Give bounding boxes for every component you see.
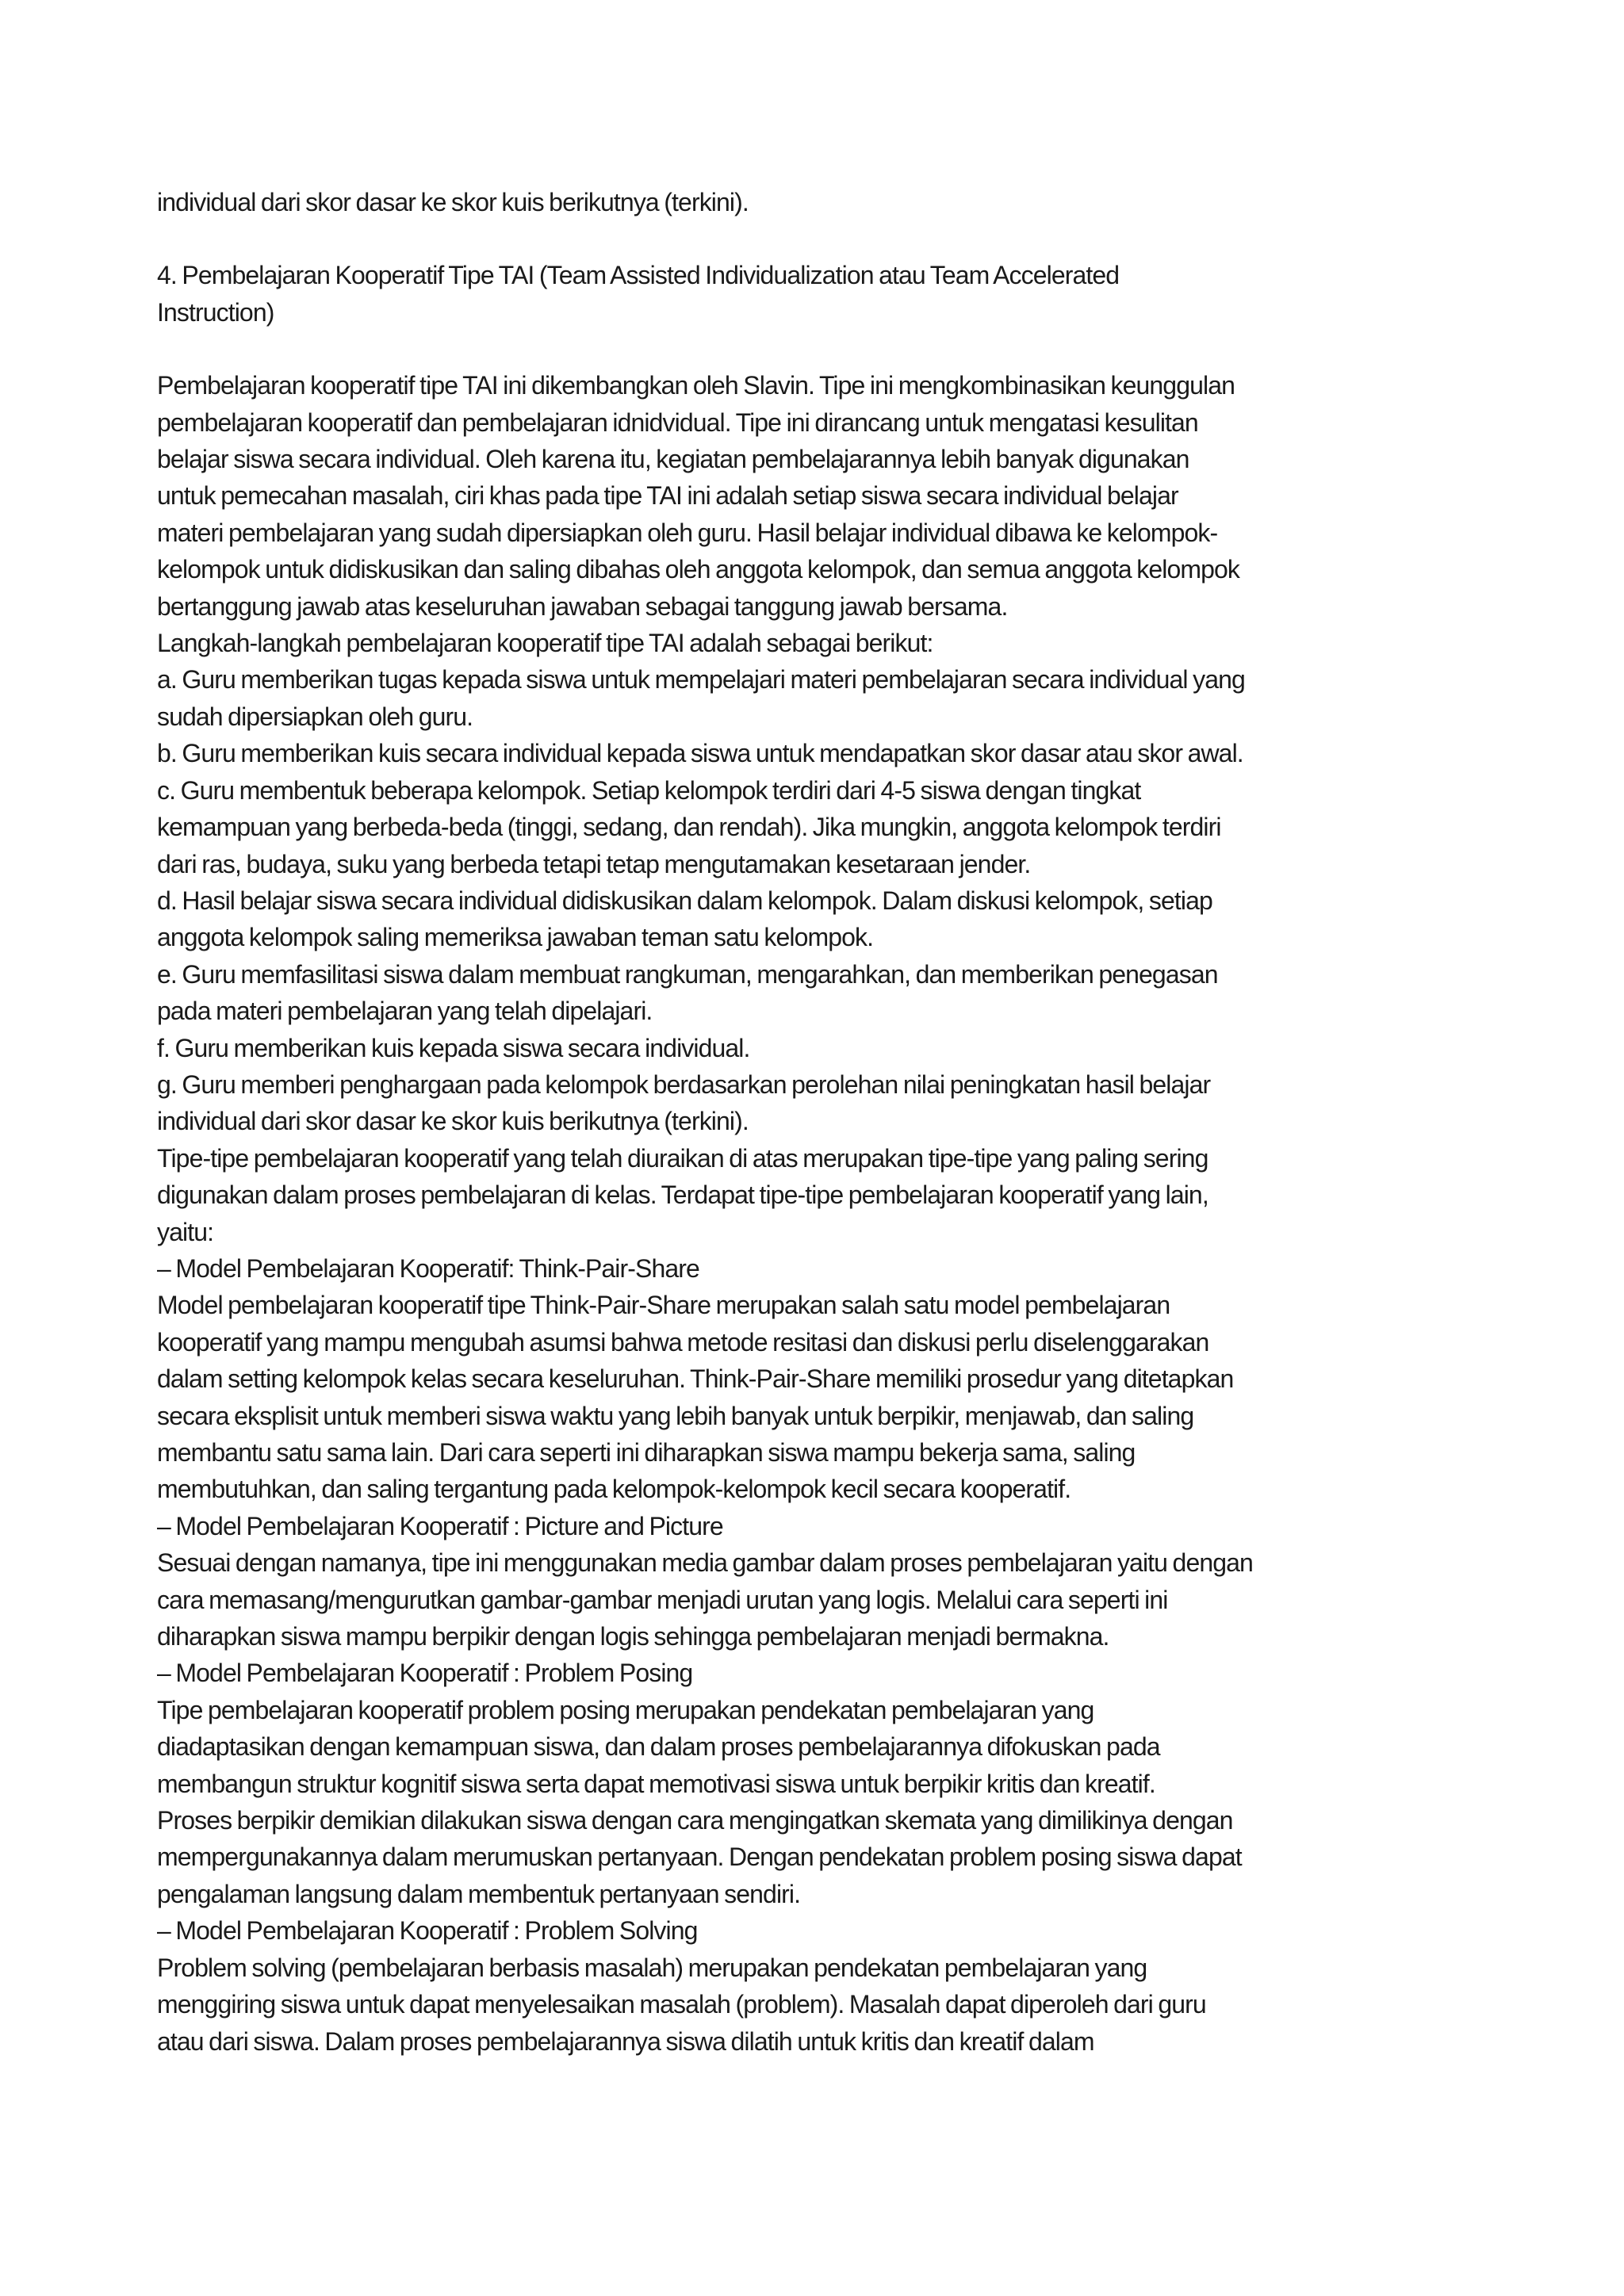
model-body-picture-and-picture: Sesuai dengan namanya, tipe ini menggunakan media gambar dalam proses pembelajaran yaitu dengan cara memasang/mengurutkan gambar-gambar menjadi urutan yang logis. Melalui cara seperti ini diharapkan siswa mampu berpikir dengan logis sehingga pembelajaran menjadi bermakna.: [157, 1548, 1253, 1651]
step-item-f: f. Guru memberikan kuis kepada siswa secara individual.: [157, 1033, 750, 1062]
step-item-a: a. Guru memberikan tugas kepada siswa untuk mempelajari materi pembelajaran secara individual yang sudah dipersiapkan oleh guru.: [157, 665, 1245, 731]
step-item-b: b. Guru memberikan kuis secara individual kepada siswa untuk mendapatkan skor dasar atau skor awal.: [157, 739, 1243, 768]
model-heading-problem-solving: – Model Pembelajaran Kooperatif : Problem Solving: [157, 1916, 698, 1946]
intro-line: individual dari skor dasar ke skor kuis berikutnya (terkini).: [157, 188, 749, 216]
document-page: [157, 184, 1457, 2060]
model-body-problem-posing: Tipe pembelajaran kooperatif problem posing merupakan pendekatan pembelajaran yang diadaptasikan dengan kemampuan siswa, dan dalam proses pembelajarannya difokuskan pada membangun struktur kognitif siswa serta dapat memotivasi siswa untuk berpikir kritis dan kreatif. Proses berpikir demikian dilakukan siswa dengan cara mengingatkan skemata yang dimilikinya dengan mempergunakannya dalam merumuskan pertanyaan. Dengan pendekatan problem posing siswa dapat pengalaman langsung dalam membentuk pertanyaan sendiri.: [157, 1695, 1242, 1908]
paragraph-gap: [157, 331, 1457, 367]
step-item-e: e. Guru memfasilitasi siswa dalam membuat rangkuman, mengarahkan, dan memberikan penegasan pada materi pembelajaran yang telah dipelajari.: [157, 959, 1218, 1026]
model-heading-problem-posing: – Model Pembelajaran Kooperatif : Problem Posing: [157, 1659, 693, 1688]
model-body-problem-solving: Problem solving (pembelajaran berbasis masalah) merupakan pendekatan pembelajaran yang menggiring siswa untuk dapat menyelesaikan masalah (problem). Masalah dapat diperoleh dari guru atau dari siswa. Dalam proses pembelajarannya siswa dilatih untuk kritis dan kreatif dalam: [157, 1953, 1206, 2056]
step-item-g: g. Guru memberi penghargaan pada kelompok berdasarkan perolehan nilai peningkatan hasil belajar individual dari skor dasar ke skor kuis berikutnya (terkini).: [157, 1070, 1211, 1136]
paragraph-gap: [157, 220, 1457, 257]
paragraph-tai: Pembelajaran kooperatif tipe TAI ini dikembangkan oleh Slavin. Tipe ini mengkombinasikan keunggulan pembelajaran kooperatif dan pembelajaran idnidvidual. Tipe ini dirancang untuk mengatasi kesulitan belajar siswa secara individual. Oleh karena itu, kegiatan pembelajarannya lebih banyak digunakan untuk pemecahan masalah, ciri khas pada tipe TAI ini adalah setiap siswa secara individual belajar materi pembelajaran yang sudah dipersiapkan oleh guru. Hasil belajar individual dibawa ke kelompok- kelompok untuk didiskusikan dan saling dibahas oleh anggota kelompok, dan semua anggota kelompok bertanggung jawab atas keseluruhan jawaban sebagai tanggung jawab bersama.: [157, 371, 1240, 621]
model-body-think-pair-share: Model pembelajaran kooperatif tipe Think-Pair-Share merupakan salah satu model pembelajaran kooperatif yang mampu mengubah asumsi bahwa metode resitasi dan diskusi perlu diselenggarakan dalam setting kelompok kelas secara keseluruhan. Think-Pair-Share memiliki prosedur yang ditetapkan secara eksplisit untuk memberi siswa waktu yang lebih banyak untuk berpikir, menjawab, dan saling membantu satu sama lain. Dari cara seperti ini diharapkan siswa mampu bekerja sama, saling membutuhkan, dan saling tergantung pada kelompok-kelompok kecil secara kooperatif.: [157, 1291, 1234, 1504]
step-item-d: d. Hasil belajar siswa secara individual didiskusikan dalam kelompok. Dalam diskusi kelompok, setiap anggota kelompok saling memeriksa jawaban teman satu kelompok.: [157, 886, 1212, 952]
steps-intro: Langkah-langkah pembelajaran kooperatif tipe TAI adalah sebagai berikut:: [157, 629, 933, 658]
section-heading: 4. Pembelajaran Kooperatif Tipe TAI (Team Assisted Individualization atau Team Accelerated Instruction): [157, 261, 1120, 327]
model-heading-think-pair-share: – Model Pembelajaran Kooperatif: Think-Pair-Share: [157, 1253, 699, 1283]
model-heading-picture-and-picture: – Model Pembelajaran Kooperatif : Picture and Picture: [157, 1511, 723, 1540]
step-item-c: c. Guru membentuk beberapa kelompok. Setiap kelompok terdiri dari 4-5 siswa dengan tingkat kemampuan yang berbeda-beda (tinggi, sedang, dan rendah). Jika mungkin, anggota kelompok terdiri dari ras, budaya, suku yang berbeda tetapi tetap mengutamakan kesetaraan jender.: [157, 775, 1221, 878]
other-types-intro: Tipe-tipe pembelajaran kooperatif yang telah diuraikan di atas merupakan tipe-tipe yang paling sering digunakan dalam proses pembelajaran di kelas. Terdapat tipe-tipe pembelajaran kooperatif yang lain, yaitu:: [157, 1143, 1208, 1246]
